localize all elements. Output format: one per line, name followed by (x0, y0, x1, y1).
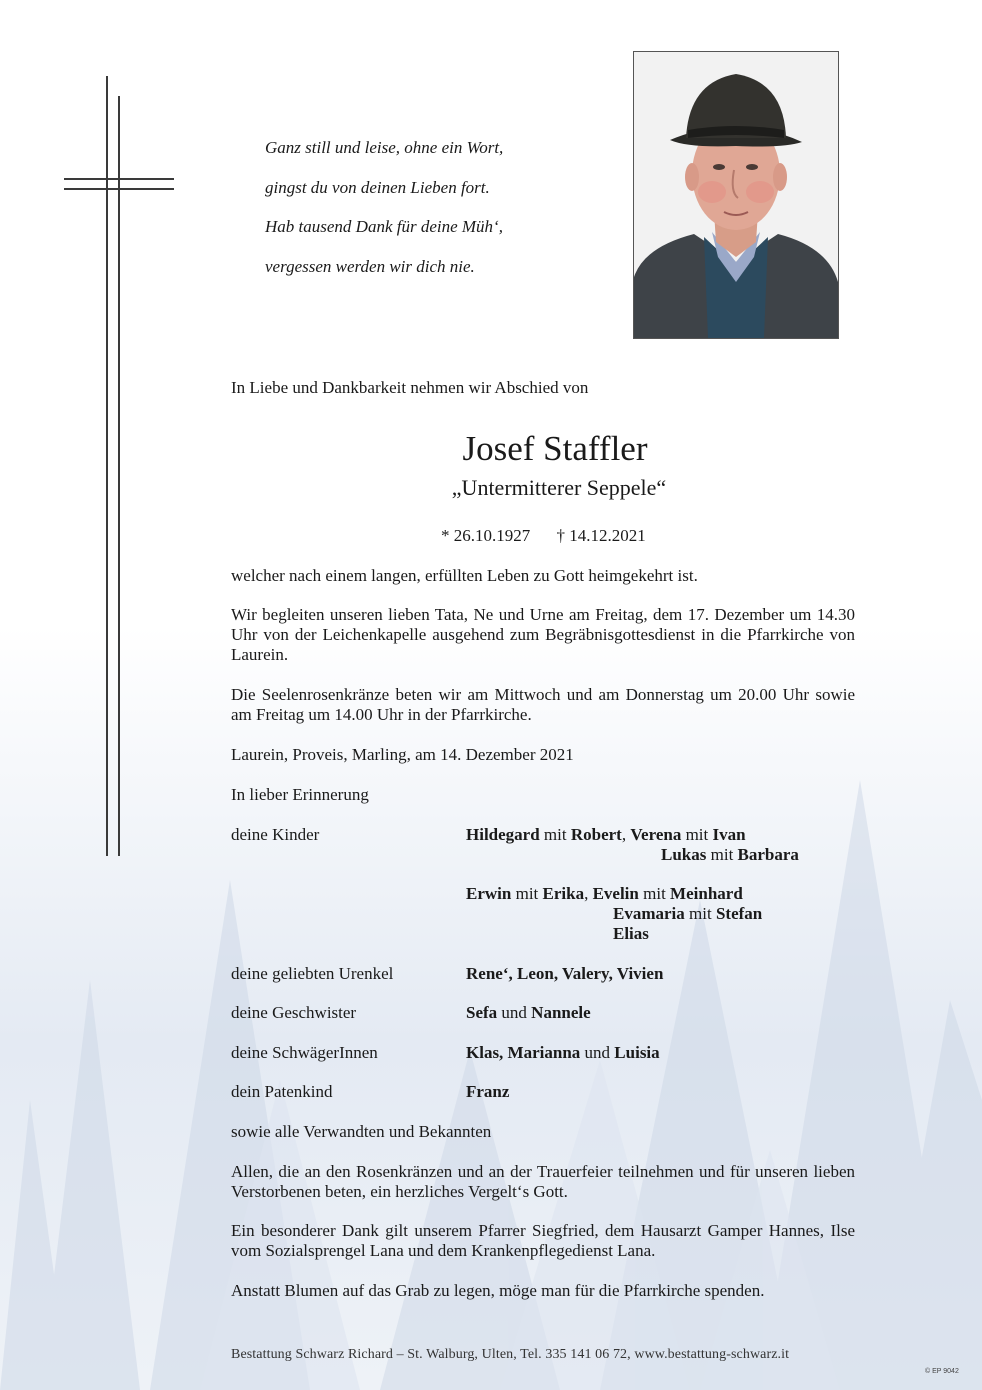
footer-contact: Bestattung Schwarz Richard – St. Walburg, Ulten, Tel. 335 141 06 72, www.bestattung-schwarz.it (231, 1347, 790, 1362)
deceased-nickname: „Untermitterer Seppele“ (451, 475, 667, 500)
mourner-name: Verena (630, 825, 682, 844)
connector: mit (543, 825, 567, 844)
mourner-names: Hildegard mit Robert, Verena mit Ivan (466, 825, 746, 844)
mourner-label: dein Patenkind (231, 1082, 333, 1101)
memory-heading: In lieber Erinnerung (231, 785, 369, 804)
connector: mit (689, 904, 712, 923)
mourner-name: Evelin (592, 884, 639, 903)
mourner-name: Lukas (661, 845, 707, 864)
mourner-names (466, 1003, 591, 1023)
mourner-name: Klas, Marianna (466, 1043, 581, 1062)
mourner-name: Nannele (531, 1003, 591, 1022)
mourner-name: Elias (613, 924, 649, 943)
mourner-name: Luisia (614, 1043, 660, 1062)
paragraph: Ein besonderer Dank gilt unserem Pfarrer Siegfried, dem Hausarzt Gamper Hannes, Ilse vom Sozialsprengel Lana und dem Krankenpflegedienst Lana. (231, 1221, 855, 1260)
mourner-label: deine geliebten Urenkel (231, 964, 394, 983)
birth-date: * 26.10.1927 (441, 526, 531, 545)
mourner-name: Sefa (466, 1003, 498, 1022)
mourner-label: deine Kinder (231, 825, 320, 844)
paragraph: Die Seelenrosenkränze beten wir am Mittwoch und am Donnerstag um 20.00 Uhr sowie am Freitag um 14.00 Uhr in der Pfarrkirche. (231, 685, 855, 724)
mourner-names: Franz (466, 1082, 510, 1101)
poem (265, 128, 503, 286)
mourner-name: Stefan (715, 904, 763, 923)
connector: und (584, 1043, 611, 1062)
mourner-names: Erwin mit Erika, Evelin mit Meinhard (466, 884, 743, 903)
mourner-label: deine SchwägerInnen (231, 1043, 378, 1062)
mourner-names (613, 924, 649, 944)
paragraph: Anstatt Blumen auf das Grab zu legen, möge man für die Pfarrkirche spenden. (231, 1281, 765, 1300)
connector: mit (710, 845, 734, 864)
mourner-names: Rene‘, Leon, Valery, Vivien (466, 964, 664, 983)
paragraph: welcher nach einem langen, erfüllten Leben zu Gott heimgekehrt ist. (231, 566, 698, 585)
mourner-name: Evamaria (613, 904, 685, 923)
poem-line: Ganz still und leise, ohne ein Wort, (265, 138, 504, 157)
mourner-name: Erwin (466, 884, 512, 903)
mourner-name: Barbara (737, 845, 799, 864)
mourner-names (613, 904, 762, 924)
mourner-name: Hildegard (466, 825, 540, 844)
connector: mit (515, 884, 539, 903)
intro-line: In Liebe und Dankbarkeit nehmen wir Abschied von (231, 378, 589, 397)
poem-line: Hab tausend Dank für deine Müh‘, (265, 217, 503, 236)
mourner-name: Meinhard (670, 884, 743, 903)
life-dates (441, 526, 646, 546)
connector: mit (643, 884, 666, 903)
portrait-photo (633, 51, 839, 339)
poem-line: vergessen werden wir dich nie. (265, 256, 475, 276)
paragraph: Allen, die an den Rosenkränzen und an der Trauerfeier teilnehmen und für unseren lieben Verstorbenen beten, ein herzliches Vergelt‘s Gott. (231, 1162, 855, 1201)
place-date: Laurein, Proveis, Marling, am 14. Dezember 2021 (231, 745, 574, 764)
mourner-name: Robert (570, 825, 622, 844)
connector: mit (685, 825, 709, 844)
mourner-names (466, 1043, 660, 1063)
deceased-name: Josef Staffler (462, 429, 648, 468)
mourner-label: deine Geschwister (231, 1003, 357, 1022)
connector: und (501, 1003, 527, 1022)
poem-line: gingst du von deinen Lieben fort. (265, 177, 490, 197)
print-code: © EP 9042 (925, 1368, 959, 1375)
mourner-names (661, 845, 799, 865)
death-date: † 14.12.2021 (556, 526, 646, 545)
paragraph: Wir begleiten unseren lieben Tata, Ne und Urne am Freitag, dem 17. Dezember um 14.30 Uhr von der Leichenkapelle ausgehend zum Begräbnisgottesdienst in die Pfarrkirche von Laurein. (231, 605, 855, 664)
relatives-line: sowie alle Verwandten und Bekannten (231, 1122, 492, 1141)
mourner-name: Erika (542, 884, 585, 903)
mourner-name: Ivan (712, 825, 746, 844)
